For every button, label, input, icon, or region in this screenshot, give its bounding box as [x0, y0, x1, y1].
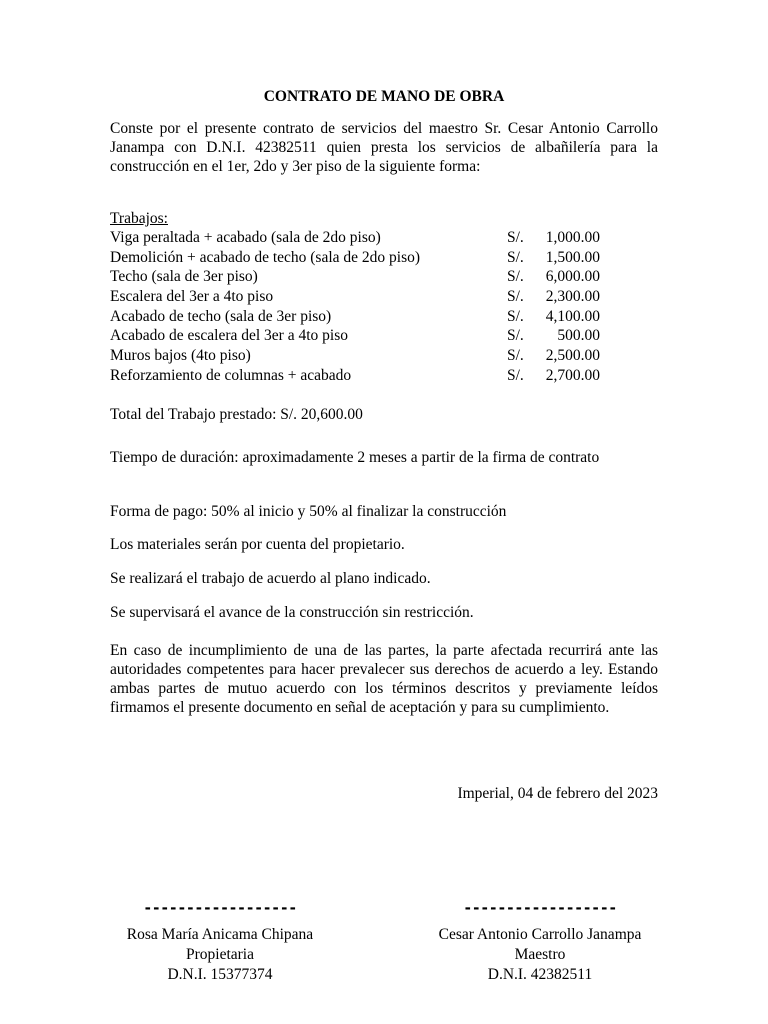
work-item: [110, 366, 658, 386]
work-item: [110, 307, 658, 327]
work-amount: 2,300.00: [545, 288, 600, 306]
work-item: [110, 228, 658, 248]
work-currency: S/.: [507, 366, 524, 384]
breach-clause: En caso de incumplimiento de una de las partes, la parte afectada recurrirá ante las autoridades competentes para hacer prevalecer sus derechos de acuerdo a ley. Estando ambas partes de mutuo acuerdo con los términos descritos y previamente leídos firmamos el presente documento en señal de aceptación y para su cumplimiento.: [110, 642, 658, 716]
work-amount: 6,000.00: [545, 268, 600, 286]
signer-name: Rosa María Anicama Chipana: [126, 926, 314, 943]
work-description: Techo (sala de 3er piso): [110, 268, 258, 286]
signer-role: Maestro: [514, 946, 566, 963]
work-amount: 2,500.00: [545, 347, 600, 365]
work-item: [110, 326, 658, 346]
work-currency: S/.: [507, 229, 524, 246]
place-and-date: Imperial, 04 de febrero del 2023: [457, 785, 658, 802]
signer-role: Propietaria: [185, 946, 254, 963]
work-currency: S/.: [507, 288, 524, 306]
work-item: [110, 248, 658, 268]
payment-clause: Forma de pago: 50% al inicio y 50% al finalizar la construcción: [110, 503, 507, 520]
work-currency: S/.: [507, 327, 524, 345]
plan-clause: Se realizará el trabajo de acuerdo al plano indicado.: [110, 570, 431, 587]
work-currency: S/.: [507, 248, 524, 266]
builder-signature-block: [412, 897, 668, 985]
work-amount: 500.00: [557, 327, 600, 345]
works-heading: Trabajos:: [110, 210, 168, 227]
signature-line: ------------------: [463, 899, 617, 917]
work-item: [110, 346, 658, 366]
work-item: [110, 267, 658, 287]
work-currency: S/.: [507, 307, 524, 325]
work-amount: 2,700.00: [545, 366, 600, 384]
work-description: Muros bajos (4to piso): [110, 347, 251, 365]
work-amount: 1,500.00: [545, 248, 600, 266]
materials-clause: Los materiales serán por cuenta del propietario.: [110, 536, 405, 553]
work-description: Viga peraltada + acabado (sala de 2do piso): [110, 229, 381, 246]
signature-line: ------------------: [143, 899, 297, 917]
work-amount: 4,100.00: [545, 307, 600, 325]
signer-dni: D.N.I. 15377374: [167, 966, 273, 983]
supervision-clause: Se supervisará el avance de la construcción sin restricción.: [110, 604, 474, 621]
duration-clause: Tiempo de duración: aproximadamente 2 meses a partir de la firma de contrato: [110, 449, 600, 466]
signer-name: Cesar Antonio Carrollo Janampa: [438, 926, 642, 943]
owner-signature-block: [102, 897, 338, 985]
total-amount: Total del Trabajo prestado: S/. 20,600.00: [110, 406, 363, 423]
document-title: CONTRATO DE MANO DE OBRA: [263, 88, 505, 105]
work-description: Reforzamiento de columnas + acabado: [110, 366, 352, 384]
work-description: Acabado de techo (sala de 3er piso): [110, 307, 332, 325]
work-description: Escalera del 3er a 4to piso: [110, 288, 274, 306]
work-currency: S/.: [507, 268, 524, 286]
work-description: Acabado de escalera del 3er a 4to piso: [110, 327, 348, 345]
works-list: [110, 228, 658, 386]
work-item: [110, 287, 658, 307]
work-currency: S/.: [507, 347, 524, 365]
signer-dni: D.N.I. 42382511: [487, 966, 593, 983]
work-description: Demolición + acabado de techo (sala de 2do piso): [110, 248, 421, 266]
work-amount: 1,000.00: [545, 229, 600, 246]
intro-paragraph: Conste por el presente contrato de servicios del maestro Sr. Cesar Antonio Carrollo Janampa con D.N.I. 42382511 quien presta los servicios de albañilería para la construcción en el 1er, 2do y 3er piso de la siguiente forma:: [110, 120, 658, 175]
